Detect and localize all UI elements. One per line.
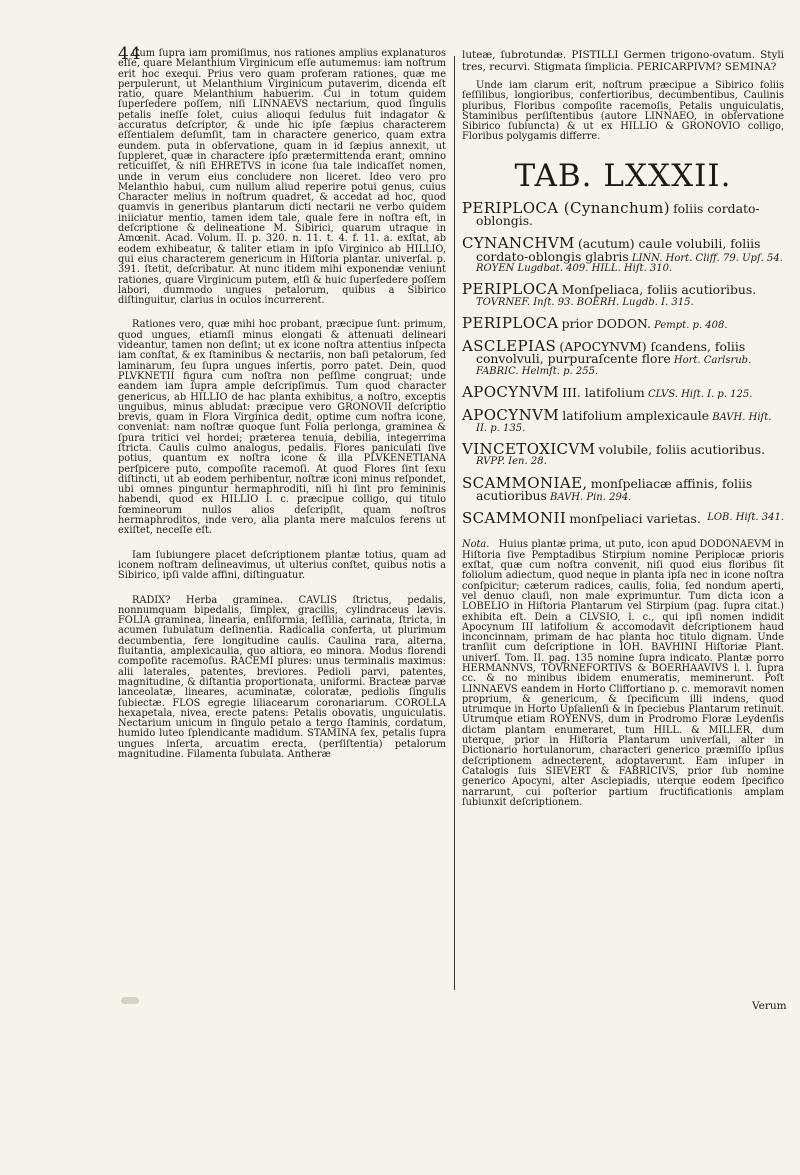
nota-paragraph xyxy=(462,540,784,808)
synonym-entry xyxy=(462,509,784,528)
synonym-description: (acutum) caule volubili, foliis cordato-oblongis glabris xyxy=(476,236,761,264)
left-paragraph-description: RADIX? Herba graminea. CAVLIS ſtrictus, pedalis, nonnumquam bipedalis, ſimplex, gracilis, cylindraceus lævis. FOLIA graminea, linearia, enſiformia, ſeſſilia, carinata, ſtricta, in acumen ſubulatum deſinentia. Radicalia conferta, ut plurimum decumbentia, fere longitudine caulis. Caulina rara, alterna, fluitantia, amplexicaulia, quo altiora, eo minora. Modus florendi compoſite racemoſus. RACEMI plures: unus terminalis maximus: alii laterales, patentes, breviores. Pedioli parvi, patentes, magnitudine, & diſtantia proportionata, uniformi. Bracteæ parvæ lanceolatæ, lineares, acuminatæ, coloratæ, pediolis ſingulis ſubiectæ. FLOS egregie liliacearum coronariarum. COROLLA hexapetala, nivea, erecte patens: Petalis obovatis, unguiculatis. Nectarium unicum in ſingulo petalo a tergo ſtaminis, cordatum, humido luteo ſplendicante madidum. STAMINA ſex, petalis ſupra ungues inſerta, arcuatim erecta, (perſiſtentia) petalorum magnitudine. Filamenta ſubulata. Antheræ xyxy=(118,594,446,760)
left-paragraph-2: Rationes vero, quæ mihi hoc probant, præcipue ſunt: primum, quod ungues, etiamſi minus elongati & attenuati delineari videantur, tamen non deſint; ut ex icone noſtra attentius inſpecta iam conſtat, & ex ſtaminibus & nectariis, non baſi petalorum, ſed laminarum, ſeu ſupra ungues inſertis, porro patet. Dein, quod PLVKNETII figura cum noſtra non peſſime congruat; unde eandem iam ſupra ample deſcripſimus. Tum quod character genericus, ab HILLIO de hac planta exhibitus, a noſtro, exceptis unguibus, minus abludat: præcipue vero GRONOVII deſcriptio brevis, quam in Flora Virginica dedit, optime cum noſtra icone, conveniat: nam noſtræ quoque ſunt Folia perlonga, graminea & ſpura tritici vel hordei; præterea tenuia, debilia, integerrima ſtricta. Caulis culmo analogus, pedalis. Flores paniculati ſive potius, quantum ex noſtra icone & illa PLVKENETIANA perſpicere puto, compoſite racemoſi. At quod Flores ſint ſexu diſtincti, ut ab eodem perhibentur, noſtræ iconi minus reſpondet, ubi omnes pinguntur hermaphroditi, niſi hi ſint pro femininis habendi, quod ex HILLIO l. c. præcipue colligo, qui titulo fœmineorum nullos alios deſcripſit, quam noſtros hermaphroditos, inde vero, alia planta mere maſculos ferens ut exiſtet, neceſſe eſt. xyxy=(118,319,446,537)
left-paragraph-1: Cum ſupra iam promiſimus, nos rationes amplius explanaturos eſſe, quare Melanthium Virginicum eſſe autumemus: iam noſtrum erit hoc exequi. Prius vero quam proferam rationes, quæ me perpulerunt, ut Melanthium Virginicum putaverim, dicenda eſt ratio, quare Melanthium habuerim. Cui in totum quidem ſuperſedere poſſem, niſi LINNAEVS nectarium, quod ſingulis petalis ineſſe ſolet, cuius alioqui ſedulus fuit indagator & accuratus deſcriptor, & unde hic ipſe ſæpius characterem eſſentialem deſumſit, tam in charactere generico, quam extra eundem. puta in obſervatione, quam in id ſæpius annexit, ut ſuppleret, quæ in charactere ipſo prætermittenda erant, omnino reticuiſſet, & niſi EHRETVS in icone ſua tale indicaſſet nomen, unde in verum eius concludere non liceret. Ideo vero pro Melanthio habui, cum nullum aliud reperire potui genus, cuius Character melius in noſtrum quadret, & accedat ad hoc, quod quamvis in generibus plantarum dicti nectarii ne verbo quidem iniiciatur mentio, tamen idem tale, quale fere in noſtra eſt, in deſcriptione & delineatione M. Sibirici, quarum utraque in Amœnit. Acad. Volum. II. p. 320. n. 11. t. 4. f. 11. a. exſtat, ab eodem exhibeatur, & taliter etiam in ipſo Virginico ab HILLIO, qui eius characterem genericum in Hiſtoria plantar. univerſal. p. 391. ſtetit, deſcribatur. At nunc itidem mihi exponendæ veniunt rationes, quare Virginicum putem, etſi & huic ſuperſedere poſſem labori, dummodo ungues petalorum, quibus a Sibirico diſtinguitur, clarius in oculos incurrerent. xyxy=(118,48,446,307)
synonym-entry xyxy=(462,473,784,504)
ink-smudge xyxy=(121,997,139,1004)
synonym-name: PERIPLOCA (Cynanchum) xyxy=(462,198,670,217)
synonym-description: foliis cordato-oblongis. xyxy=(476,200,760,229)
synonym-entry xyxy=(462,383,784,402)
synonym-entry xyxy=(462,234,784,274)
synonym-entry xyxy=(462,406,784,434)
synonym-name: SCAMMONIAE, xyxy=(462,473,588,492)
synonym-description: (APOCYNVM) ſcandens, foliis convolvuli, purpuraſcente flore xyxy=(476,339,746,367)
synonym-name: PERIPLOCA xyxy=(462,280,559,299)
right-intro-line: luteæ, ſubrotundæ. PISTILLI Germen trigono-ovatum. Styli tres, recurvi. Stigmata ſimplicia. PERICARPIVM? SEMINA? xyxy=(462,49,784,73)
synonym-reference: RVPP. Ien. 28. xyxy=(476,456,547,468)
synonym-description: volubile, foliis acutioribus. xyxy=(598,441,766,457)
synonym-entry xyxy=(462,439,784,468)
synonym-entry xyxy=(462,337,784,377)
synonym-reference: CLVS. Hiſt. I. p. 125. xyxy=(647,389,753,401)
synonym-name: APOCYNVM xyxy=(462,383,560,402)
synonym-reference: TOVRNEF. Inſt. 93. BOERH. Lugdb. I. 315. xyxy=(476,296,694,308)
synonym-reference: Hort. Carlsrub. FABRIC. Helmſt. p. 255. xyxy=(476,355,752,377)
nota-label: Nota. xyxy=(462,539,490,551)
synonym-description: III. latifolium xyxy=(562,385,645,401)
synonym-description: latifolium amplexicaule xyxy=(562,408,710,424)
synonym-entry xyxy=(462,280,784,308)
left-column xyxy=(118,49,446,760)
synonym-name: APOCYNVM xyxy=(462,406,560,425)
synonym-list xyxy=(462,198,784,528)
right-column xyxy=(462,49,784,808)
column-divider xyxy=(454,56,455,990)
plate-title: TAB. LXXXII. xyxy=(514,157,732,194)
synonym-reference: BAVH. Hiſt. II. p. 135. xyxy=(476,412,772,434)
synonym-entry xyxy=(462,313,784,332)
synonym-name: ASCLEPIAS xyxy=(462,337,557,356)
synonym-name: CYNANCHVM xyxy=(462,234,575,253)
synonym-reference: LOB. Hiſt. 341. xyxy=(707,512,784,524)
synonym-reference: LINN. Hort. Cliff. 79. Upſ. 54. ROYEN Lugdbat. 409. HILL. Hiſt. 310. xyxy=(476,252,783,274)
page-number: 44 xyxy=(118,44,142,64)
synonym-name: VINCETOXICVM xyxy=(462,439,596,458)
right-intro-paragraph: Unde iam clarum erit, noſtrum præcipue a Sibirico foliis ſeſſilibus, longioribus, confertioribus, decumbentibus, Caulinis pluribus, Floribus compoſite racemoſis, Petalis unguiculatis, Staminibus perſiſtentibus (autore LINNAEO, in obſervatione Sibirico ſubiuncta) & ut ex HILLIO & GRONOVIO colligo, Floribus polygamis differre. xyxy=(462,80,784,143)
synonym-reference: BAVH. Pin. 294. xyxy=(550,491,632,503)
synonym-description: prior DODON. xyxy=(561,315,651,331)
synonym-entry xyxy=(462,198,784,229)
synonym-name: SCAMMONII xyxy=(462,509,567,528)
nota-text: Huius plantæ prima, ut puto, icon apud DODONAEVM in Hiſtoria ſive Pemptadibus Stirpium nomine Periplocæ prioris exſtat, quæ cum noſtra convenit, niſi quod eius floribus ſit foliolum adiectum, quod neque in planta ipſa nec in icone noſtra conſpicitur; cæterum radices, caulis, folia, ſed nondum aperti, vel denuo clauſi, non male exprimuntur. Tum dicta icon a LOBELIO in Hiſtoria Plantarum vel Stirpium (pag. ſupra citat.) exhibita eſt. Dein a CLVSIO, l. c., qui ipſi nomen indidit Apocynum III latifolium & accomodavit deſcriptionem haud inconcinnam, primam de hac planta hoc titulo dignam. Unde tranſiit cum deſcriptione in IOH. BAVHINI Hiſtoriæ Plant. univerſ. Tom. II. pag. 135 nomine ſupra indicato. Plantæ porro HERMANNVS, TOVRNEFORTIVS & BOERHAAVIVS l. l. ſupra cc. & no minibus ibidem enumeratis, meminerunt. Poſt LINNAEVS eandem in Horto Cliffortiano p. c. memoravit nomen proprium, & genericum, & ſpecificum illi indens, quod utrumque in Horto Upſalienſi & in ſpeciebus Plantarum retinuit. Utrumque etiam ROYENVS, dum in Prodromo Floræ Leydenſis dictam plantam enumeraret, tum HILL. & MILLER, dum uterque, prior in Hiſtoria Plantarum univerſali, alter in Dictionario hortulanorum, characteri generico præmiſſo ipſius deſcriptionem adnecterent, adoptaverunt. Eam inſuper in Catalogis ſuis SIEVERT & FABRICIVS, prior ſub nomine generico Apocyni, alter Asclepiadis, uterque eodem ſpecifico narrarunt, cui poſterior partium fructificationis amplam ſubiunxit deſcriptionem. xyxy=(462,539,784,808)
synonym-description: monſpeliaci varietas. xyxy=(569,511,701,527)
synonym-reference: Pempt. p. 408. xyxy=(654,319,728,331)
catchword: Verum xyxy=(752,1000,787,1012)
synonym-name: PERIPLOCA xyxy=(462,313,559,332)
synonym-description: Monſpeliaca, foliis acutioribus. xyxy=(561,282,757,298)
synonym-description: monſpeliacæ affinis, foliis acutioribus xyxy=(476,475,753,503)
left-paragraph-3: Iam ſubiungere placet deſcriptionem plantæ totius, quam ad iconem noſtram delineavimus, ut ulterius conſtet, quibus notis a Sibirico, ipſi valde affini, diſtinguatur. xyxy=(118,549,446,582)
